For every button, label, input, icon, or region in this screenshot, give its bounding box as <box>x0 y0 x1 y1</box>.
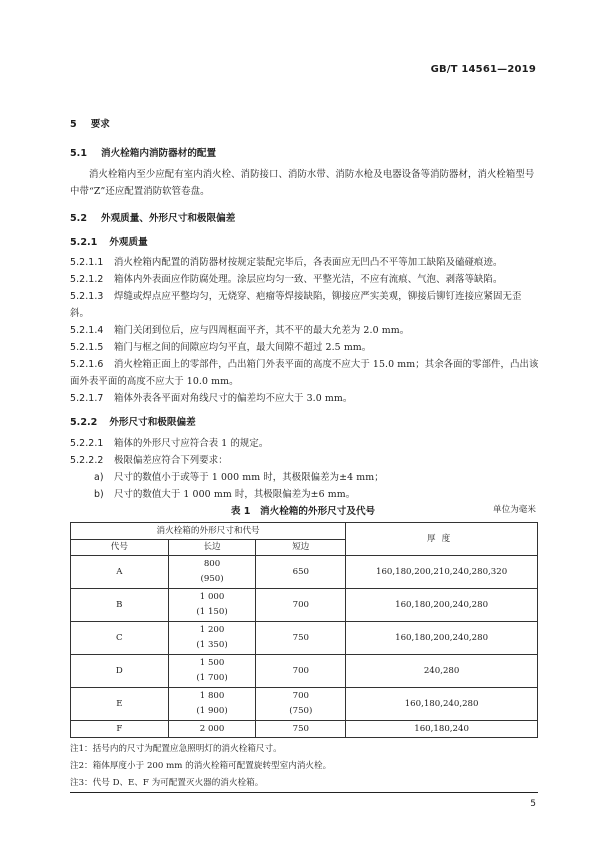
table-row <box>71 589 538 622</box>
clause-text: 焊缝或焊点应平整均匀，无烧穿、疤瘤等焊接缺陷，铆接应严实美观，铆接后铆钉连接应紧固无歪斜。 <box>70 291 522 319</box>
clause-number: 5.2.1.4 <box>70 325 104 336</box>
section-title: 外形尺寸和极限偏差 <box>109 417 196 428</box>
short-value: 700 <box>292 691 310 701</box>
clause-text: 箱体的外形尺寸应符合表 1 的规定。 <box>114 438 269 449</box>
clause-5-2-2-1 <box>70 435 540 452</box>
section-title: 外观质量 <box>109 237 148 248</box>
clause-5-2-1-7 <box>70 390 540 407</box>
clause-number: 5.2.2.1 <box>70 438 104 449</box>
code-cell: B <box>71 589 169 622</box>
length-value: 1 200 <box>199 625 225 635</box>
length-alt-value: (1 900) <box>196 706 228 716</box>
clause-5-2-2-2 <box>70 452 540 469</box>
page-number: 5 <box>530 799 536 809</box>
section-number: 5 <box>70 119 77 130</box>
length-alt-value: (1 700) <box>196 673 228 683</box>
table-note: 注3：代号 D、E、F 为可配置灭火器的消火栓箱。 <box>70 778 264 788</box>
clause-text: 箱体内外表面应作防腐处理。涂层应均匀一致、平整光洁，不应有流痕、气泡、剥落等缺陷。 <box>114 274 503 285</box>
table-row <box>71 655 538 688</box>
section-number: 5.2.2 <box>70 417 98 428</box>
length-cell <box>168 655 256 688</box>
clause-text: 消火栓箱内配置的消防器材按规定装配完毕后，各表面应无凹凸不平等加工缺陷及磕碰痕迹。 <box>114 257 503 268</box>
clause-number: 5.2.1.2 <box>70 274 104 285</box>
length-alt-value: (1 350) <box>196 640 228 650</box>
table-row <box>71 556 538 589</box>
thickness-cell: 160,180,240 <box>346 721 538 738</box>
list-item-a <box>70 469 540 486</box>
table-row <box>71 622 538 655</box>
clause-5-2-1-5 <box>70 339 540 356</box>
length-header: 长边 <box>168 540 256 556</box>
clause-number: 5.2.1.1 <box>70 257 104 268</box>
code-cell: A <box>71 556 169 589</box>
thickness-cell: 240,280 <box>346 655 538 688</box>
length-value: 1 500 <box>199 658 225 668</box>
thickness-cell: 160,180,240,280 <box>346 688 538 721</box>
section-number: 5.2 <box>70 213 87 224</box>
code-header: 代号 <box>71 540 169 556</box>
table-caption: 表 1 消火栓箱的外形尺寸及代号 <box>230 506 376 517</box>
list-item-b <box>70 486 540 503</box>
clause-text: 极限偏差应符合下列要求： <box>114 455 228 466</box>
length-value: 1 800 <box>199 691 225 701</box>
short-alt-value: (750) <box>289 706 313 716</box>
section-title: 外观质量、外形尺寸和极限偏差 <box>101 213 236 224</box>
table-note: 注2：箱体厚度小于 200 mm 的消火栓箱可配置旋转型室内消火栓。 <box>70 761 332 771</box>
section-5-2-2-heading <box>70 414 196 428</box>
code-cell: C <box>71 622 169 655</box>
clause-5-2-1-2 <box>70 271 540 288</box>
section-number: 5.2.1 <box>70 237 98 248</box>
short-cell: 750 <box>256 721 346 738</box>
table-unit: 单位为毫米 <box>493 505 536 515</box>
short-cell: 700 <box>256 589 346 622</box>
section-title: 消火栓箱内消防器材的配置 <box>101 148 217 159</box>
clause-number: 5.2.2.2 <box>70 455 104 466</box>
length-alt-value: (950) <box>200 574 224 584</box>
section-number: 5.1 <box>70 148 87 159</box>
list-label: b) <box>94 489 104 500</box>
table-note: 注1：括号内的尺寸为配置应急照明灯的消火栓箱尺寸。 <box>70 744 282 754</box>
length-value: 1 000 <box>199 592 225 602</box>
clause-text: 箱体外表各平面对角线尺寸的偏差均不应大于 3.0 mm。 <box>114 393 353 404</box>
length-cell <box>168 688 256 721</box>
clause-number: 5.2.1.5 <box>70 342 104 353</box>
short-cell: 650 <box>256 556 346 589</box>
length-cell <box>168 589 256 622</box>
section-5-heading <box>70 116 110 130</box>
table-group-header: 消火栓箱的外形尺寸和代号 <box>71 523 346 540</box>
thickness-cell: 160,180,200,240,280 <box>346 589 538 622</box>
length-alt-value: (1 150) <box>196 607 228 617</box>
standard-number: GB/T 14561—2019 <box>430 64 536 75</box>
section-5-1-heading <box>70 145 216 159</box>
section-5-1-text: 消火栓箱内至少应配有室内消火栓、消防接口、消防水带、消防水枪及电器设备等消防器材，消火栓箱型号中带“Z”还应配置消防软管卷盘。 <box>70 169 535 197</box>
clause-5-2-1-6 <box>70 356 540 390</box>
section-5-2-heading <box>70 210 235 224</box>
table-notes <box>70 741 538 793</box>
section-5-2-1-heading <box>70 234 148 248</box>
code-cell: D <box>71 655 169 688</box>
short-header: 短边 <box>256 540 346 556</box>
short-cell: 700 <box>256 655 346 688</box>
code-cell: F <box>71 721 169 738</box>
thickness-header: 厚度 <box>346 523 538 556</box>
clause-number: 5.2.1.7 <box>70 393 104 404</box>
clause-text: 消火栓箱正面上的零部件，凸出箱门外表平面的高度不应大于 15.0 mm；其余各面的零部件，凸出该面外表平面的高度不应大于 10.0 mm。 <box>70 359 539 387</box>
clause-5-2-1-3 <box>70 288 540 322</box>
code-cell: E <box>71 688 169 721</box>
list-text: 尺寸的数值大于 1 000 mm 时，其极限偏差为±6 mm。 <box>114 489 356 500</box>
thickness-cell: 160,180,200,210,240,280,320 <box>346 556 538 589</box>
table-row <box>71 688 538 721</box>
clause-text: 箱门关闭到位后，应与四周框面平齐，其不平的最大允差为 2.0 mm。 <box>114 325 410 336</box>
clause-number: 5.2.1.3 <box>70 291 104 302</box>
section-title: 要求 <box>90 119 110 130</box>
list-label: a) <box>94 472 104 483</box>
dimensions-table <box>70 522 538 738</box>
clause-5-2-1-1 <box>70 254 540 271</box>
length-cell <box>168 556 256 589</box>
table-row <box>71 721 538 738</box>
short-cell: 750 <box>256 622 346 655</box>
length-cell <box>168 622 256 655</box>
list-text: 尺寸的数值小于或等于 1 000 mm 时，其极限偏差为±4 mm； <box>114 472 384 483</box>
clause-text: 箱门与框之间的间隙应均匀平直，最大间隙不超过 2.5 mm。 <box>114 342 372 353</box>
length-cell: 2 000 <box>168 721 256 738</box>
clause-5-2-1-4 <box>70 322 540 339</box>
thickness-cell: 160,180,200,240,280 <box>346 622 538 655</box>
clause-number: 5.2.1.6 <box>70 359 104 370</box>
length-value: 800 <box>203 559 221 569</box>
short-cell <box>256 688 346 721</box>
